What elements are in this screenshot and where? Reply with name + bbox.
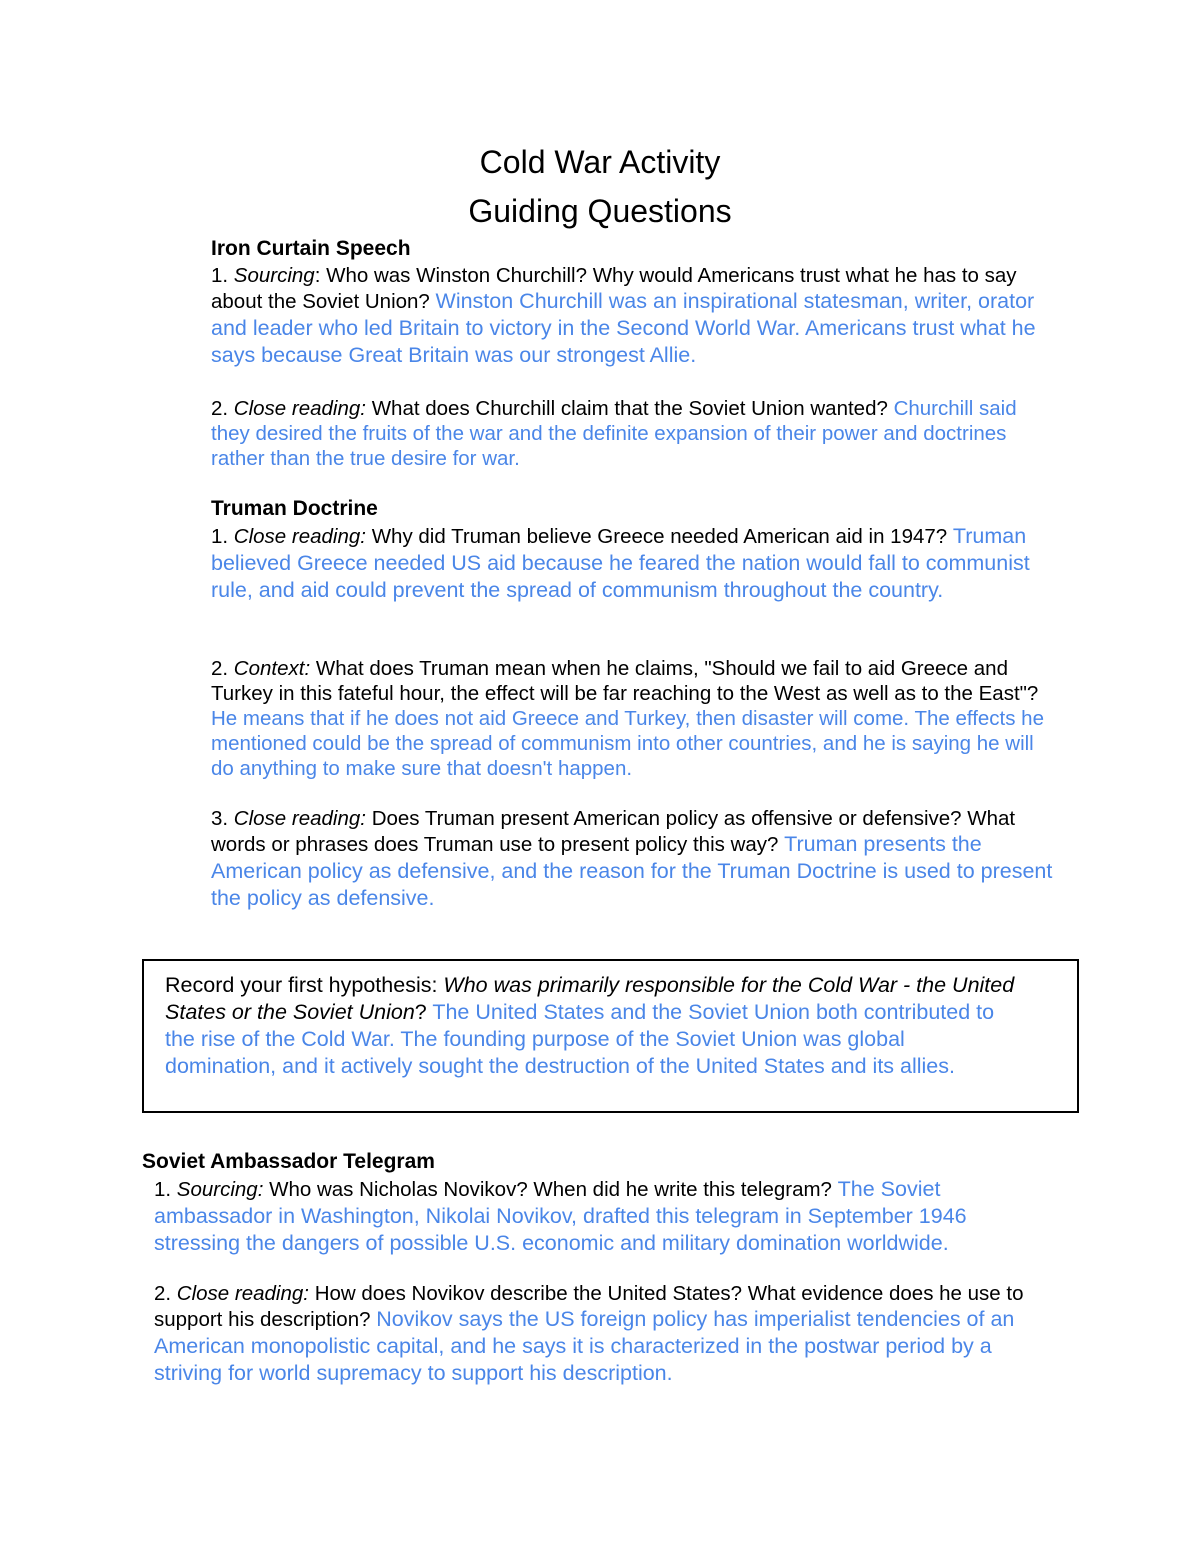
question-label: Context: (233, 657, 311, 680)
truman-question-3 (211, 806, 1061, 912)
question-number: 3. (211, 807, 234, 830)
section-heading-truman: Truman Doctrine (211, 497, 378, 520)
question-label: Close reading: (233, 807, 366, 830)
question-text: What does Churchill claim that the Soviet Union wanted? (366, 397, 894, 420)
answer-text: He means that if he does not aid Greece and Turkey, then disaster will come. The effects he mentioned could be the spread of communism into other countries, and he is saying he will do anything to make sure that doesn't happen. (211, 707, 1044, 780)
question-text: What does Truman mean when he claims, "Should we fail to aid Greece and Turkey in this fateful hour, the effect will be far reaching to the West as well as to the East"? (211, 657, 1039, 705)
hypothesis-answer: The United States and the Soviet Union both contributed to the rise of the Cold War. The founding purpose of the Soviet Union was global domination, and it actively sought the destruction of the United States and its allies. (165, 1000, 995, 1078)
page-title: Cold War Activity (479, 144, 721, 180)
page-subtitle: Guiding Questions (468, 193, 732, 229)
answer-text: Churchill said they desired the fruits of the war and the definite expansion of their power and doctrines rather than the true desire for war. (211, 397, 1017, 470)
novikov-question-1 (154, 1176, 1054, 1257)
question-label: Sourcing: (176, 1178, 264, 1201)
hypothesis-qmark: ? (414, 1000, 433, 1024)
question-text: Why did Truman believe Greece needed American aid in 1947? (366, 525, 953, 548)
question-number: 1. (211, 525, 234, 548)
question-label: Close reading: (233, 397, 366, 420)
question-text: How does Novikov describe the United States? What evidence does he use to support his description? (154, 1282, 1024, 1331)
hypothesis-prefix: Record your first hypothesis: (165, 973, 444, 997)
answer-text: Winston Churchill was an inspirational statesman, writer, orator and leader who led Britain to victory in the Second World War. Americans trust what he says because Great Britain was our strongest Allie. (211, 289, 1036, 367)
question-text: : Who was Winston Churchill? Why would Americans trust what he has to say about the Soviet Union? (211, 264, 1017, 313)
iron-curtain-question-2 (211, 396, 1031, 471)
truman-question-2 (211, 656, 1061, 781)
novikov-question-2 (154, 1281, 1059, 1387)
question-number: 2. (211, 397, 234, 420)
iron-curtain-question-1 (211, 263, 1061, 369)
hypothesis-question: Who was primarily responsible for the Cold War - the United States or the Soviet Union (165, 973, 1015, 1024)
section-heading-iron-curtain: Iron Curtain Speech (211, 237, 411, 260)
answer-text: Truman presents the American policy as defensive, and the reason for the Truman Doctrine is used to present the policy as defensive. (211, 832, 1053, 910)
hypothesis-text (165, 972, 1015, 1080)
question-label: Close reading: (233, 525, 366, 548)
question-text: Who was Nicholas Novikov? When did he write this telegram? (263, 1178, 838, 1201)
question-label: Close reading: (176, 1282, 309, 1305)
question-number: 1. (154, 1178, 177, 1201)
answer-text: The Soviet ambassador in Washington, Nikolai Novikov, drafted this telegram in September 1946 stressing the dangers of possible U.S. economic and military domination worldwide. (154, 1177, 967, 1255)
answer-text: Novikov says the US foreign policy has imperialist tendencies of an American monopolistic capital, and he says it is characterized in the postwar period by a striving for world supremacy to support his description. (154, 1307, 1015, 1385)
question-number: 2. (154, 1282, 177, 1305)
question-number: 2. (211, 657, 234, 680)
question-text: Does Truman present American policy as offensive or defensive? What words or phrases does Truman use to present policy this way? (211, 807, 1016, 856)
answer-text: Truman believed Greece needed US aid because he feared the nation would fall to communist rule, and aid could prevent the spread of communism throughout the country. (211, 524, 1030, 602)
question-label: Sourcing (233, 264, 315, 287)
hypothesis-box (142, 959, 1079, 1113)
question-number: 1. (211, 264, 234, 287)
truman-question-1 (211, 523, 1061, 604)
section-heading-novikov: Soviet Ambassador Telegram (142, 1150, 435, 1173)
